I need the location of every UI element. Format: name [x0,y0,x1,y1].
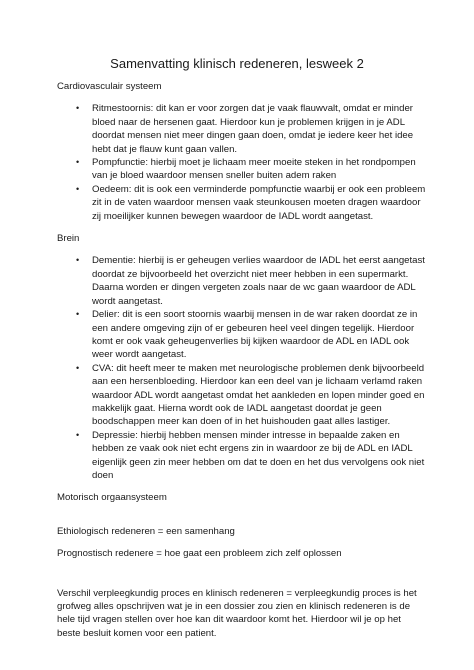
document-body [57,80,427,640]
definition-ethiologisch: Ethiologisch redeneren = een samenhang [57,525,235,537]
bullet-icon: • [76,103,80,114]
document-title: Samenvatting klinisch redeneren, lesweek 2 [110,56,364,71]
cardiovasculair-list [57,102,427,223]
list-item-text: Oedeem: dit is ook een verminderde pompfunctie waarbij er ook een probleem zit in de vaten waardoor mensen vaak steunkousen moeten dragen waardoor zij moeilijker kunnen bewegen waardoor de IADL wordt aangetast. [92,183,426,222]
bullet-icon: • [76,429,80,440]
list-item-text: Depressie: hierbij hebben mensen minder intresse in bepaalde zaken en hebben ze vaak ook niet echt ergens zin in waardoor ze bij de ADL en IADL eigenlijk geen zin meer hebben om dat te doen en het dus vervolgens ook niet doen [92,429,425,481]
list-item [57,429,427,483]
list-item [57,102,427,156]
section-heading-brein: Brein [57,233,80,245]
list-item-text: Pompfunctie: hierbij moet je lichaam meer moeite steken in het rondpompen van je bloed waardoor mensen sneller buiten adem raken [92,157,416,182]
section-heading-motorisch: Motorisch orgaansysteem [57,492,167,504]
list-item [57,254,427,308]
list-item-text: CVA: dit heeft meer te maken met neurologische problemen denk bijvoorbeeld aan een hersenbloeding. Hierdoor kan een deel van je lichaam verlamd raken waardoor ADL wordt aangetast omdat het aankleden en lopen minder goed en makkelijk gaat. Hierna wordt ook de IADL aangetast doordat je geen boodschappen meer kan doen of in het huishouden gaat alles lastiger. [92,362,425,428]
list-item-text: Dementie: hierbij is er geheugen verlies waardoor de IADL het eerst aangetast doordat ze bijvoorbeeld het overzicht niet meer hebben in een supermarkt. Daarna worden er dingen vergeten zoals naar de wc gaan waardoor de ADL wordt aangetast. [92,255,425,307]
list-item [57,156,427,183]
list-item [57,362,427,429]
bullet-icon: • [76,362,80,373]
bullet-icon: • [76,255,80,266]
list-item-text: Ritmestoornis: dit kan er voor zorgen dat je vaak flauwvalt, omdat er minder bloed naar de hersenen gaat. Hierdoor kun je problemen krijgen in je ADL doordat mensen niet meer dingen gaan doen, omdat je iedere keer het idee hebt dat je flauw kunt gaan vallen. [92,103,414,155]
list-item [57,183,427,223]
brein-list [57,254,427,482]
section-heading-cardiovasculair: Cardiovasculair systeem [57,81,162,92]
bullet-icon: • [76,309,80,320]
bullet-icon: • [76,183,80,194]
closing-paragraph: Verschil verpleegkundig proces en klinisch redeneren = verpleegkundig proces is het grofweg alles opschrijven wat je in een dossier zou zien en klinisch redeneren is de hele tijd vragen stellen over hoe kan dit waardoor komt het. Hierdoor wil je op het beste besluit komen voor een patient. [57,587,417,639]
list-item-text: Delier: dit is een soort stoornis waarbij mensen in de war raken doordat ze in een andere omgeving zijn of er gebeuren heel veel dingen tegelijk. Hierdoor komt er ook vaak geheugenverlies bij kijken waardoor de ADL en IADL ook weer wordt aangetast. [92,309,418,361]
bullet-icon: • [76,157,80,168]
list-item [57,308,427,362]
definition-prognostisch: Prognostisch redenere = hoe gaat een probleem zich zelf oplossen [57,548,342,560]
